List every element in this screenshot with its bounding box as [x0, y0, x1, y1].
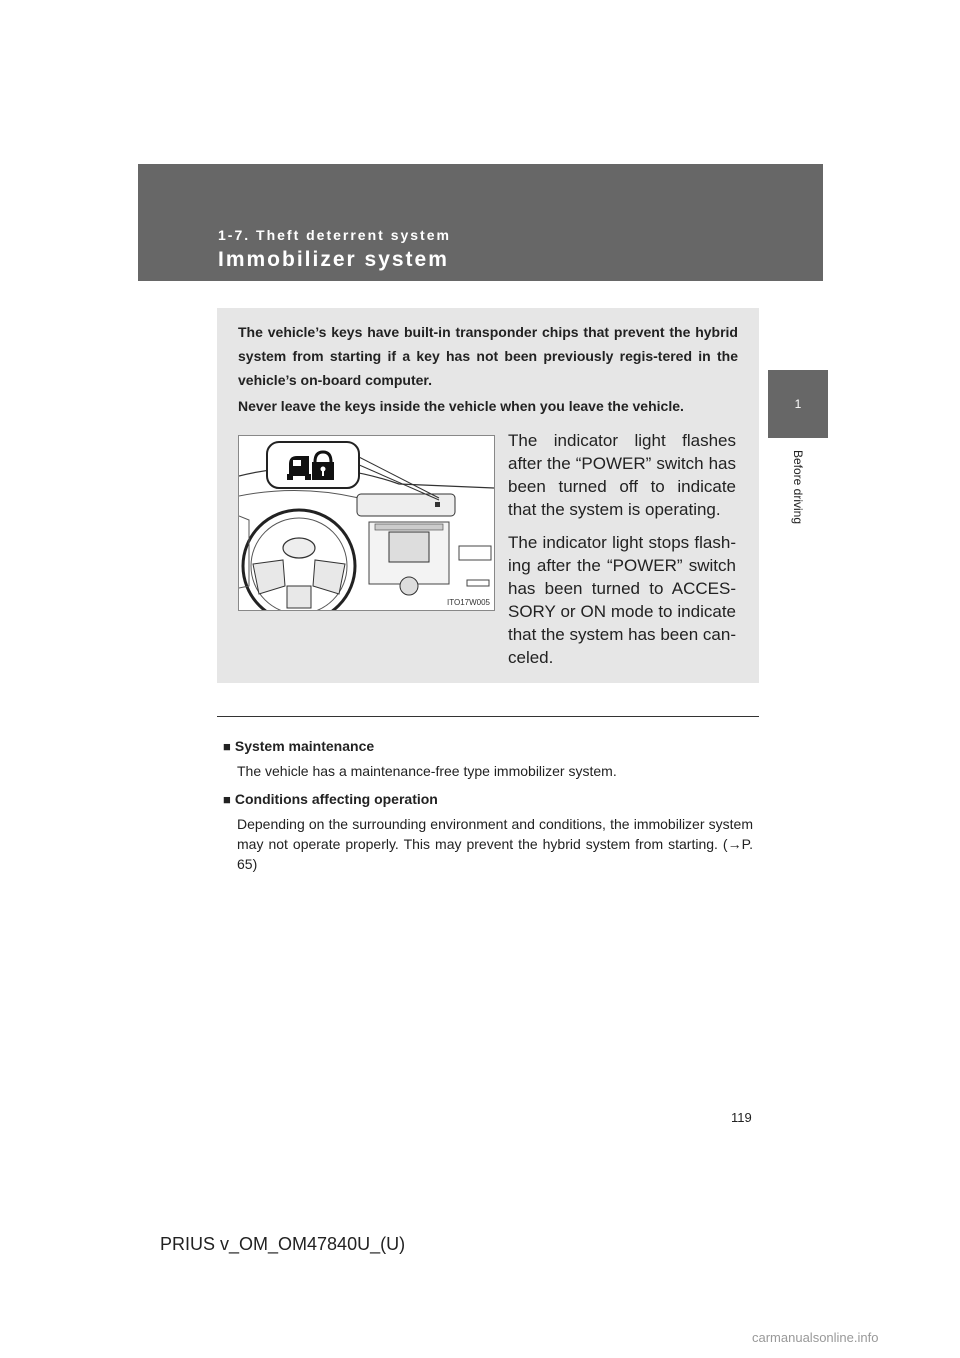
dashboard-illustration: [238, 435, 495, 611]
intro-box: [217, 308, 759, 683]
page-number: 119: [731, 1110, 752, 1125]
chapter-tab: 1: [768, 370, 828, 438]
chapter-header: [138, 164, 823, 281]
dashboard-drawing: [239, 436, 494, 610]
caption-paragraph: The indicator light stops flash-ing after the “POWER” switch has been turned to ACCES-SORY or ON mode to indicate that the system has been can-celed.: [508, 533, 736, 667]
note-heading: ■ System maintenance: [223, 738, 375, 754]
chapter-name: Before driving: [791, 449, 805, 525]
intro-warning: Never leave the keys inside the vehicle when you leave the vehicle.: [238, 398, 684, 414]
bullet-icon: ■: [223, 792, 231, 807]
document-code: PRIUS v_OM_OM47840U_(U): [160, 1234, 406, 1254]
figure-id: ITO17W005: [447, 598, 490, 607]
figure-caption: [508, 429, 736, 679]
bullet-icon: ■: [223, 739, 231, 754]
notes-section: [223, 736, 753, 882]
note-body: Depending on the surrounding environment and conditions, the immobilizer system may not operate properly. This may prevent the hybrid system from starting. (→P. 65): [237, 816, 753, 872]
watermark: carmanualsonline.info: [752, 1330, 879, 1345]
note-heading: ■ Conditions affecting operation: [223, 791, 438, 807]
section-divider: [217, 716, 759, 717]
caption-paragraph: The indicator light flashes after the “POWER” switch has been turned off to indicate that the system is operating.: [508, 431, 736, 519]
section-label: 1-7. Theft deterrent system: [218, 227, 451, 243]
page-title: Immobilizer system: [218, 248, 449, 271]
note-body: The vehicle has a maintenance-free type immobilizer system.: [237, 763, 617, 779]
intro-text: The vehicle’s keys have built-in transponder chips that prevent the hybrid system from starting if a key has not been previously regis-tered in the vehicle’s on-board computer.: [238, 324, 738, 388]
